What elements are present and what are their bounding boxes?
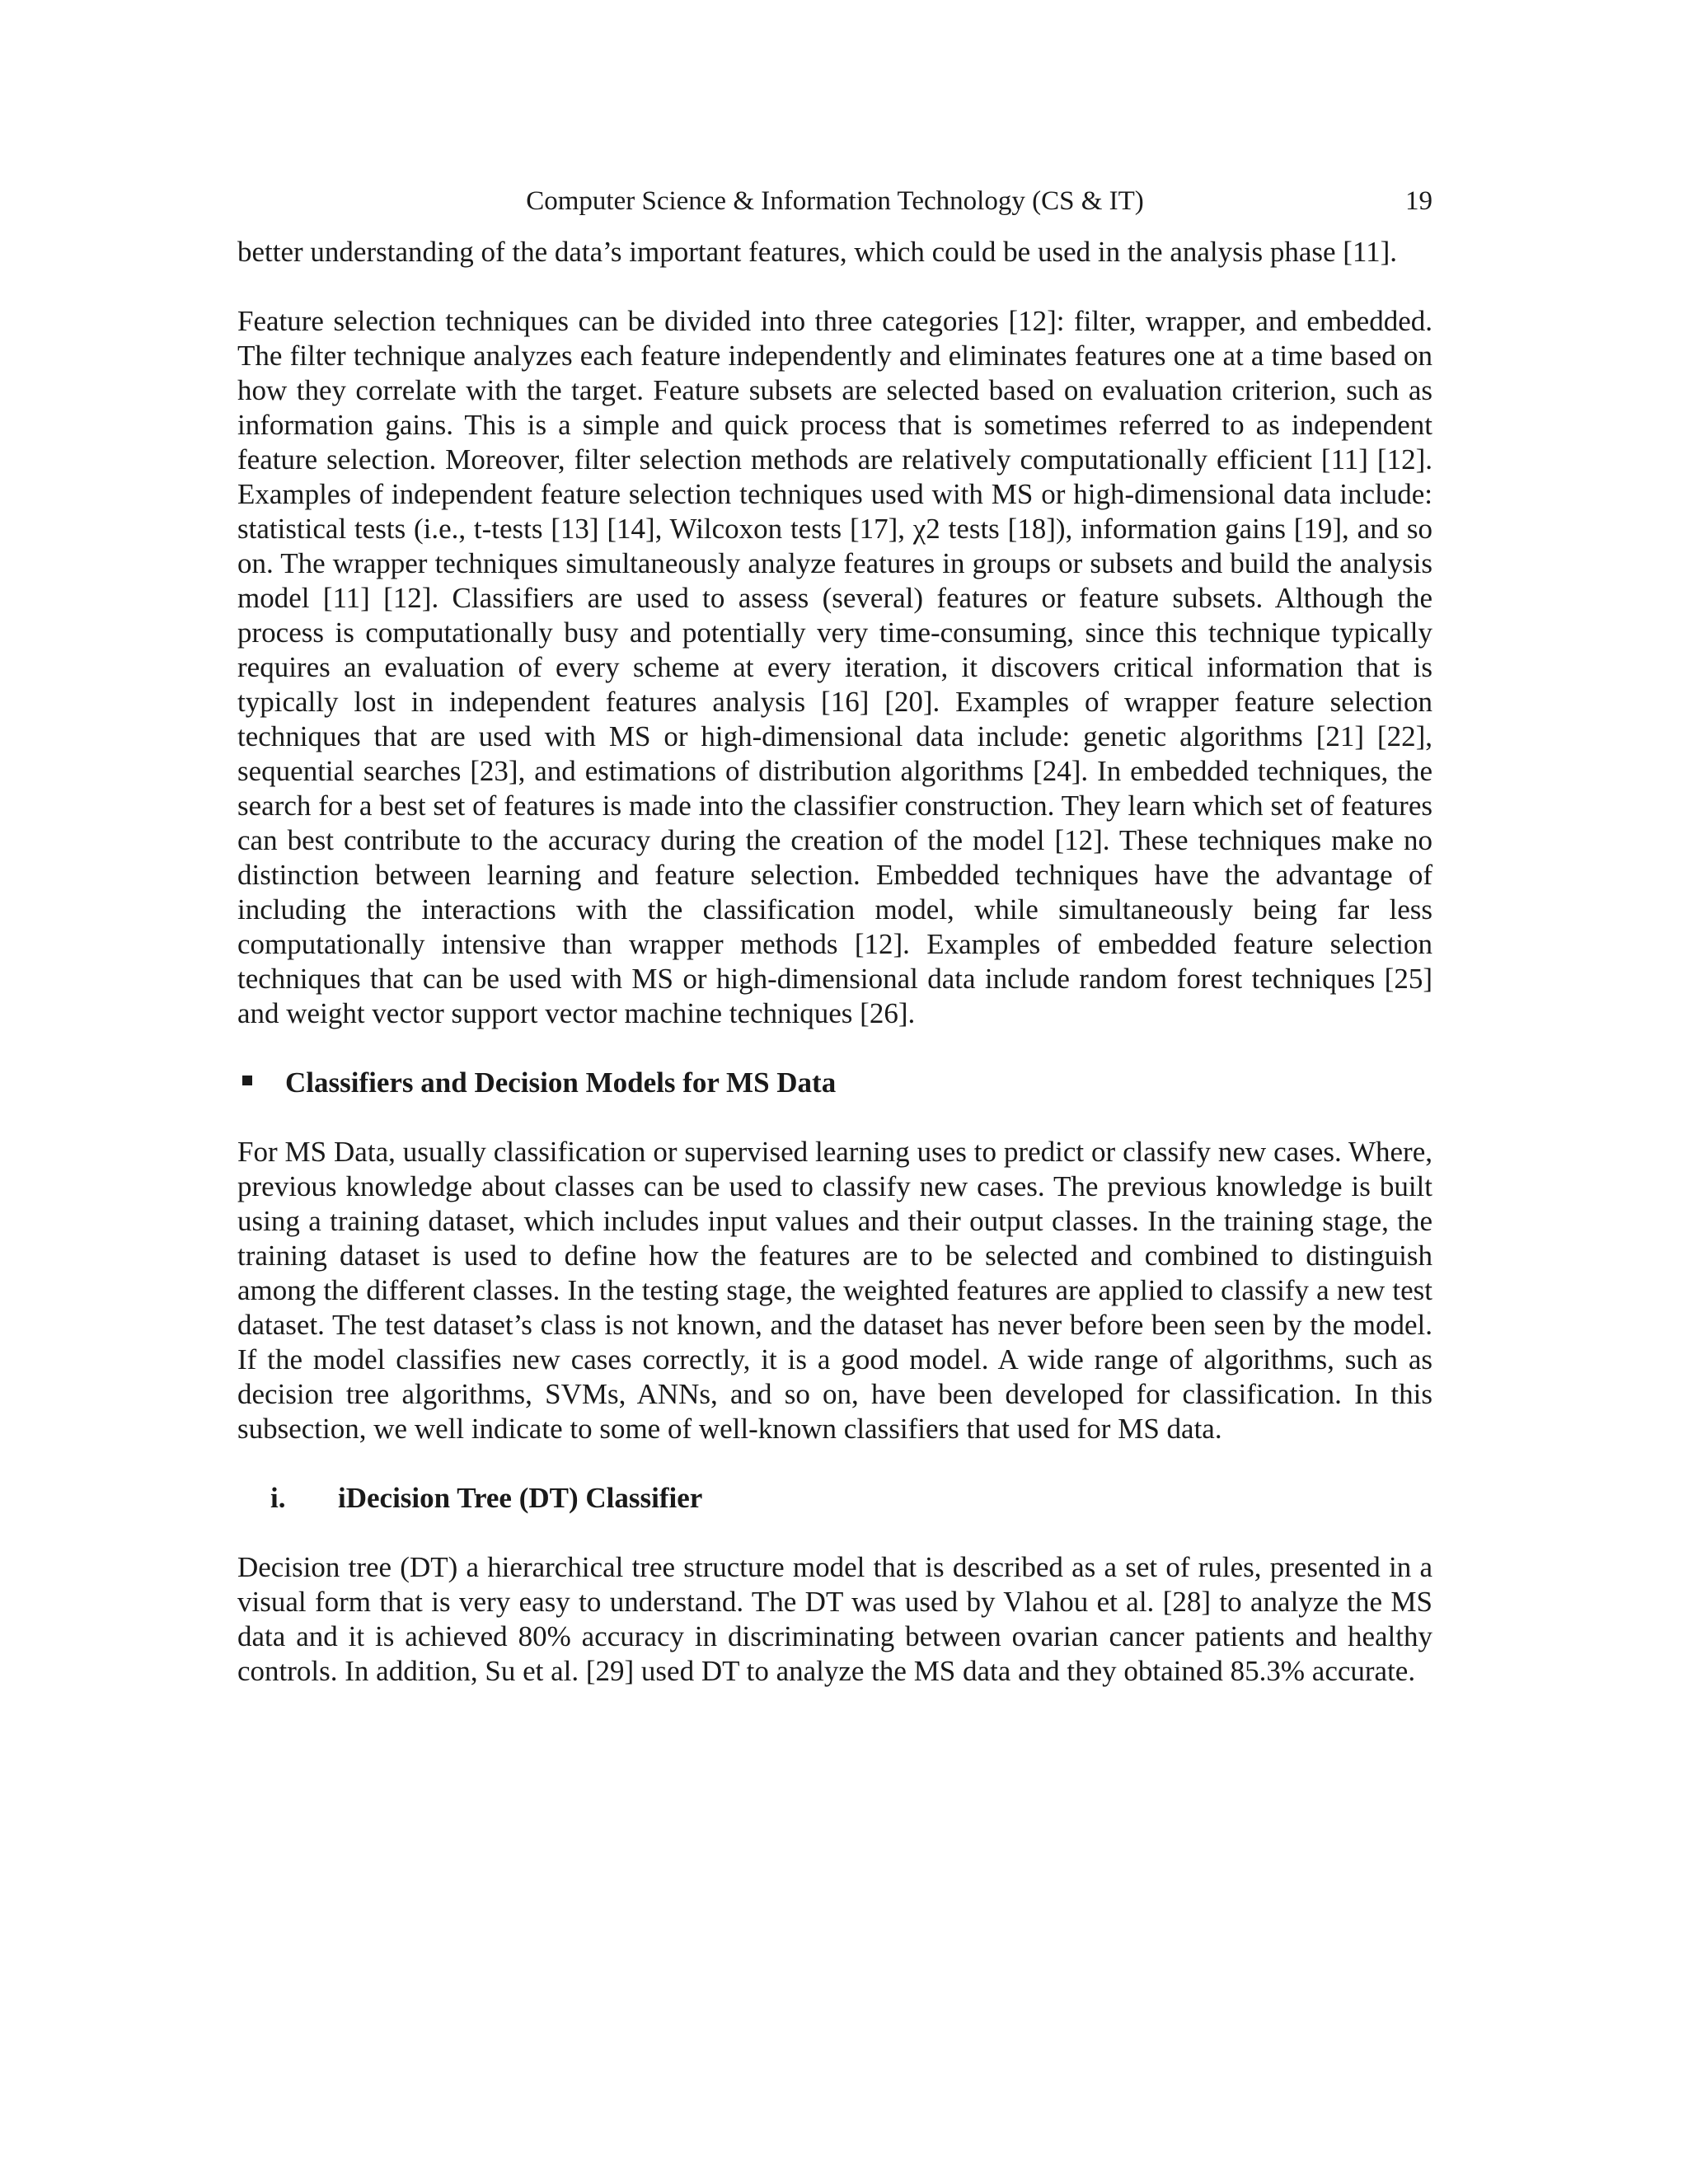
paragraph-feature-selection: Feature selection techniques can be divided into three categories [12]: filter, wrapper, and embedded. The filter technique analyzes each feature independently and eliminates features one at a time based on how they correlate with the target. Feature subsets are selected based on evaluation criterion, such as information gains. This is a simple and quick process that is sometimes referred to as independent feature selection. Moreover, filter selection methods are relatively computationally efficient [11] [12]. Examples of independent feature selection techniques used with MS or high-dimensional data include: statistical tests (i.e., t-tests [13] [14], Wilcoxon tests [17], χ2 tests [18]), information gains [19], and so on. The wrapper techniques simultaneously analyze features in groups or subsets and build the analysis model [11] [12]. Classifiers are used to assess (several) features or feature subsets. Although the process is computationally busy and potentially very time-consuming, since this technique typically requires an evaluation of every scheme at every iteration, it discovers critical information that is typically lost in independent features analysis [16] [20]. Examples of wrapper feature selection techniques that are used with MS or high-dimensional data include: genetic algorithms [21] [22], sequential searches [23], and estimations of distribution algorithms [24]. In embedded techniques, the search for a best set of features is made into the classifier construction. They learn which set of features can best contribute to the accuracy during the creation of the model [12]. These techniques make no distinction between learning and feature selection. Embedded techniques have the advantage of including the interactions with the classification model, while simultaneously being far less computationally intensive than wrapper methods [12]. Examples of embedded feature selection techniques that can be used with MS or high-dimensional data include random forest techniques [25] and weight vector support vector machine techniques [26]. xyxy=(237,305,1432,1029)
paragraph-classifiers: For MS Data, usually classification or supervised learning uses to predict or classify new cases. Where, previous knowledge about classes can be used to classify new cases. The previous knowledge is built using a training dataset, which includes input values and their output classes. In the training stage, the training dataset is used to define how the features are to be selected and combined to distinguish among the different classes. In the testing stage, the weighted features are applied to classify a new test dataset. The test dataset’s class is not known, and the dataset has never before been seen by the model. If the model classifies new cases correctly, it is a good model. A wide range of algorithms, such as decision tree algorithms, SVMs, ANNs, and so on, have been developed for classification. In this subsection, we well indicate to some of well-known classifiers that used for MS data. xyxy=(237,1136,1432,1445)
section-heading xyxy=(237,1066,1432,1100)
running-header xyxy=(237,183,1432,219)
subsection-heading xyxy=(237,1481,1432,1516)
paragraph-intro-continued: better understanding of the data’s important features, which could be used in the analysis phase [11]. xyxy=(237,236,1398,268)
page-number: 19 xyxy=(1405,186,1432,216)
body-text xyxy=(237,235,1432,1723)
paragraph-decision-tree: Decision tree (DT) a hierarchical tree structure model that is described as a set of rules, presented in a visual form that is very easy to understand. The DT was used by Vlahou et al. [28] to analyze the MS data and it is achieved 80% accuracy in discriminating between ovarian cancer patients and healthy controls. In addition, Su et al. [29] used DT to analyze the MS data and they obtained 85.3% accurate. xyxy=(237,1551,1432,1687)
subsection-heading-text: iDecision Tree (DT) Classifier xyxy=(338,1482,703,1514)
square-bullet-icon xyxy=(242,1076,252,1085)
section-heading-text: Classifiers and Decision Models for MS Data xyxy=(285,1066,837,1099)
journal-title: Computer Science & Information Technology (CS & IT) xyxy=(526,186,1144,216)
subsection-numeral: i. xyxy=(270,1482,286,1514)
